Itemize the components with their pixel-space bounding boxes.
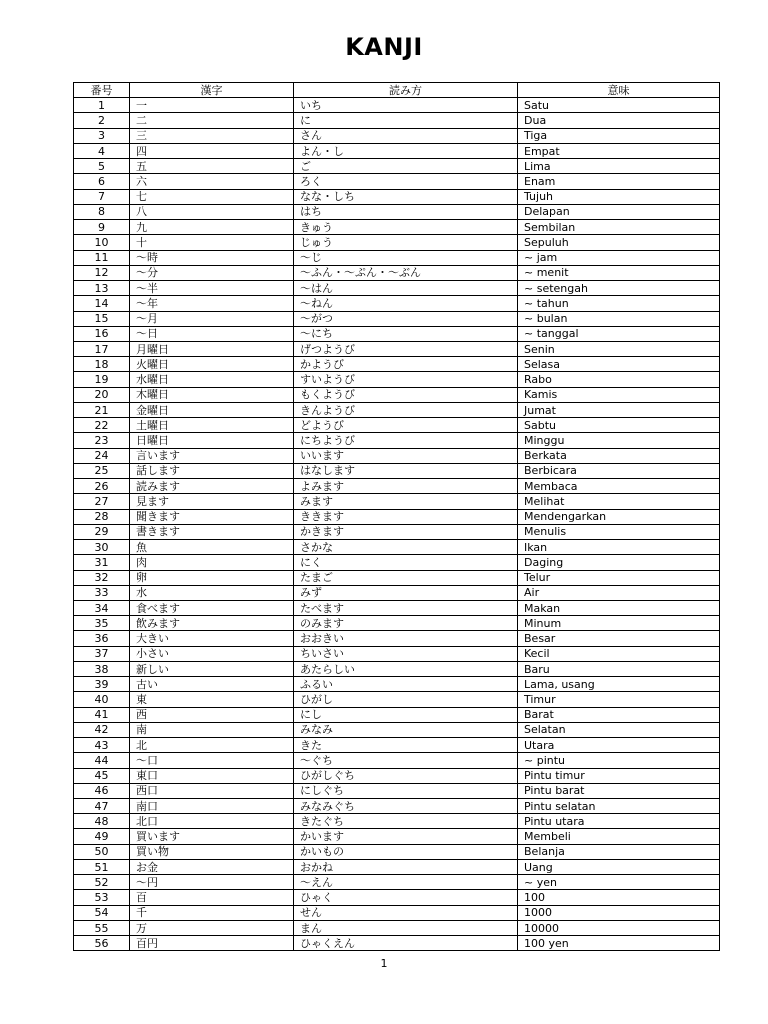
table-row [74, 570, 720, 585]
reading-cell: よみます [294, 479, 518, 494]
row-number-cell: 44 [74, 753, 130, 768]
row-number-cell: 39 [74, 677, 130, 692]
kanji-cell: 火曜日 [130, 357, 294, 372]
kanji-cell: ～時 [130, 250, 294, 265]
kanji-cell: 一 [130, 98, 294, 113]
row-number-cell: 13 [74, 281, 130, 296]
row-number-cell: 47 [74, 799, 130, 814]
table-row [74, 479, 720, 494]
reading-cell: きゅう [294, 220, 518, 235]
table-row [74, 783, 720, 798]
table-row [74, 768, 720, 783]
reading-cell: かきます [294, 524, 518, 539]
kanji-cell: 万 [130, 920, 294, 935]
reading-cell: ききます [294, 509, 518, 524]
meaning-cell: 1000 [518, 905, 720, 920]
kanji-cell: 大きい [130, 631, 294, 646]
kanji-cell: 新しい [130, 661, 294, 676]
reading-cell: に [294, 113, 518, 128]
table-row [74, 661, 720, 676]
meaning-cell: Membaca [518, 479, 720, 494]
kanji-cell: 小さい [130, 646, 294, 661]
table-row [74, 463, 720, 478]
kanji-cell: 四 [130, 143, 294, 158]
kanji-cell: お金 [130, 859, 294, 874]
kanji-cell: 西口 [130, 783, 294, 798]
kanji-cell: 肉 [130, 555, 294, 570]
reading-cell: もくようび [294, 387, 518, 402]
table-row [74, 616, 720, 631]
kanji-cell: 金曜日 [130, 402, 294, 417]
row-number-cell: 12 [74, 265, 130, 280]
table-row [74, 890, 720, 905]
reading-cell: いち [294, 98, 518, 113]
reading-cell: あたらしい [294, 661, 518, 676]
meaning-cell: Minggu [518, 433, 720, 448]
row-number-cell: 15 [74, 311, 130, 326]
table-row [74, 555, 720, 570]
kanji-cell: ～分 [130, 265, 294, 280]
meaning-cell: Membeli [518, 829, 720, 844]
row-number-cell: 19 [74, 372, 130, 387]
meaning-cell: 100 yen [518, 936, 720, 951]
table-row [74, 448, 720, 463]
row-number-cell: 49 [74, 829, 130, 844]
row-number-cell: 22 [74, 418, 130, 433]
meaning-cell: Tujuh [518, 189, 720, 204]
table-row [74, 920, 720, 935]
meaning-cell: ~ pintu [518, 753, 720, 768]
table-row [74, 128, 720, 143]
meaning-cell: Pintu selatan [518, 799, 720, 814]
kanji-cell: 聞きます [130, 509, 294, 524]
kanji-cell: 八 [130, 204, 294, 219]
row-number-cell: 20 [74, 387, 130, 402]
meaning-cell: Dua [518, 113, 720, 128]
reading-cell: かいます [294, 829, 518, 844]
reading-cell: みなみぐち [294, 799, 518, 814]
table-row [74, 235, 720, 250]
reading-cell: かようび [294, 357, 518, 372]
meaning-cell: ~ yen [518, 875, 720, 890]
meaning-cell: Pintu utara [518, 814, 720, 829]
row-number-cell: 48 [74, 814, 130, 829]
kanji-cell: 書きます [130, 524, 294, 539]
kanji-cell: 日曜日 [130, 433, 294, 448]
kanji-cell: 卵 [130, 570, 294, 585]
table-row [74, 189, 720, 204]
meaning-cell: Berkata [518, 448, 720, 463]
table-row [74, 433, 720, 448]
table-row [74, 357, 720, 372]
kanji-cell: 木曜日 [130, 387, 294, 402]
reading-cell: ちいさい [294, 646, 518, 661]
kanji-cell: 北口 [130, 814, 294, 829]
row-number-cell: 24 [74, 448, 130, 463]
reading-cell: よん・し [294, 143, 518, 158]
table-row [74, 722, 720, 737]
row-number-cell: 37 [74, 646, 130, 661]
kanji-cell: 話します [130, 463, 294, 478]
kanji-cell: 千 [130, 905, 294, 920]
kanji-cell: ～月 [130, 311, 294, 326]
row-number-cell: 11 [74, 250, 130, 265]
meaning-cell: Barat [518, 707, 720, 722]
table-row [74, 814, 720, 829]
meaning-cell: Pintu barat [518, 783, 720, 798]
reading-cell: ～にち [294, 326, 518, 341]
table-row [74, 509, 720, 524]
reading-cell: ～えん [294, 875, 518, 890]
meaning-cell: Uang [518, 859, 720, 874]
meaning-cell: Lama, usang [518, 677, 720, 692]
meaning-cell: ~ tanggal [518, 326, 720, 341]
reading-cell: すいようび [294, 372, 518, 387]
kanji-cell: 古い [130, 677, 294, 692]
reading-cell: にしぐち [294, 783, 518, 798]
reading-cell: せん [294, 905, 518, 920]
table-row [74, 875, 720, 890]
row-number-cell: 3 [74, 128, 130, 143]
reading-cell: はち [294, 204, 518, 219]
meaning-cell: Sabtu [518, 418, 720, 433]
table-row [74, 281, 720, 296]
reading-cell: にく [294, 555, 518, 570]
table-row [74, 98, 720, 113]
reading-cell: ひがしぐち [294, 768, 518, 783]
meaning-cell: Kamis [518, 387, 720, 402]
meaning-cell: Minum [518, 616, 720, 631]
row-number-cell: 50 [74, 844, 130, 859]
table-row [74, 265, 720, 280]
reading-cell: さかな [294, 540, 518, 555]
kanji-cell: 三 [130, 128, 294, 143]
row-number-cell: 5 [74, 159, 130, 174]
kanji-cell: 見ます [130, 494, 294, 509]
header-kanji: 漢字 [130, 83, 294, 98]
table-row [74, 677, 720, 692]
table-row [74, 859, 720, 874]
kanji-cell: 飲みます [130, 616, 294, 631]
row-number-cell: 10 [74, 235, 130, 250]
table-row [74, 829, 720, 844]
kanji-cell: 北 [130, 738, 294, 753]
kanji-cell: 百 [130, 890, 294, 905]
table-row [74, 250, 720, 265]
row-number-cell: 34 [74, 600, 130, 615]
row-number-cell: 28 [74, 509, 130, 524]
meaning-cell: Mendengarkan [518, 509, 720, 524]
table-row [74, 326, 720, 341]
meaning-cell: Utara [518, 738, 720, 753]
reading-cell: ～がつ [294, 311, 518, 326]
table-row [74, 738, 720, 753]
kanji-cell: ～日 [130, 326, 294, 341]
kanji-cell: 五 [130, 159, 294, 174]
row-number-cell: 35 [74, 616, 130, 631]
row-number-cell: 16 [74, 326, 130, 341]
row-number-cell: 8 [74, 204, 130, 219]
kanji-cell: ～年 [130, 296, 294, 311]
row-number-cell: 9 [74, 220, 130, 235]
row-number-cell: 30 [74, 540, 130, 555]
row-number-cell: 26 [74, 479, 130, 494]
kanji-cell: 九 [130, 220, 294, 235]
row-number-cell: 31 [74, 555, 130, 570]
meaning-cell: Enam [518, 174, 720, 189]
page-number: 1 [380, 957, 388, 970]
row-number-cell: 21 [74, 402, 130, 417]
table-row [74, 936, 720, 951]
table-row [74, 631, 720, 646]
meaning-cell: Pintu timur [518, 768, 720, 783]
meaning-cell: Telur [518, 570, 720, 585]
reading-cell: ひがし [294, 692, 518, 707]
table-row [74, 494, 720, 509]
reading-cell: なな・しち [294, 189, 518, 204]
row-number-cell: 52 [74, 875, 130, 890]
kanji-cell: 言います [130, 448, 294, 463]
kanji-cell: 食べます [130, 600, 294, 615]
meaning-cell: Timur [518, 692, 720, 707]
table-row [74, 341, 720, 356]
row-number-cell: 38 [74, 661, 130, 676]
row-number-cell: 55 [74, 920, 130, 935]
page-title: KANJI [345, 33, 423, 61]
table-row [74, 692, 720, 707]
meaning-cell: Besar [518, 631, 720, 646]
meaning-cell: Selasa [518, 357, 720, 372]
row-number-cell: 33 [74, 585, 130, 600]
reading-cell: まん [294, 920, 518, 935]
meaning-cell: Daging [518, 555, 720, 570]
reading-cell: おかね [294, 859, 518, 874]
row-number-cell: 54 [74, 905, 130, 920]
kanji-cell: ～円 [130, 875, 294, 890]
row-number-cell: 42 [74, 722, 130, 737]
kanji-cell: 七 [130, 189, 294, 204]
reading-cell: たまご [294, 570, 518, 585]
header-reading: 読み方 [294, 83, 518, 98]
reading-cell: にちようび [294, 433, 518, 448]
table-row [74, 296, 720, 311]
meaning-cell: Berbicara [518, 463, 720, 478]
reading-cell: ろく [294, 174, 518, 189]
table-row [74, 905, 720, 920]
table-row [74, 707, 720, 722]
table-row [74, 402, 720, 417]
reading-cell: ～ふん・～ぷん・～ぶん [294, 265, 518, 280]
meaning-cell: Sepuluh [518, 235, 720, 250]
row-number-cell: 18 [74, 357, 130, 372]
meaning-cell: Ikan [518, 540, 720, 555]
table-row [74, 204, 720, 219]
row-number-cell: 45 [74, 768, 130, 783]
kanji-cell: ～口 [130, 753, 294, 768]
row-number-cell: 41 [74, 707, 130, 722]
reading-cell: みます [294, 494, 518, 509]
row-number-cell: 2 [74, 113, 130, 128]
table-row [74, 646, 720, 661]
meaning-cell: ~ setengah [518, 281, 720, 296]
meaning-cell: Lima [518, 159, 720, 174]
row-number-cell: 14 [74, 296, 130, 311]
row-number-cell: 6 [74, 174, 130, 189]
kanji-cell: 読みます [130, 479, 294, 494]
reading-cell: どようび [294, 418, 518, 433]
kanji-cell: 東 [130, 692, 294, 707]
meaning-cell: Empat [518, 143, 720, 158]
meaning-cell: Baru [518, 661, 720, 676]
table-row [74, 540, 720, 555]
reading-cell: かいもの [294, 844, 518, 859]
meaning-cell: Satu [518, 98, 720, 113]
row-number-cell: 4 [74, 143, 130, 158]
row-number-cell: 25 [74, 463, 130, 478]
reading-cell: たべます [294, 600, 518, 615]
table-row [74, 753, 720, 768]
kanji-cell: 南 [130, 722, 294, 737]
reading-cell: おおきい [294, 631, 518, 646]
reading-cell: いいます [294, 448, 518, 463]
header-meaning: 意味 [518, 83, 720, 98]
meaning-cell: ~ menit [518, 265, 720, 280]
reading-cell: げつようび [294, 341, 518, 356]
meaning-cell: Menulis [518, 524, 720, 539]
table-header-row [74, 83, 720, 98]
meaning-cell: Makan [518, 600, 720, 615]
table-row [74, 372, 720, 387]
meaning-cell: 100 [518, 890, 720, 905]
table-row [74, 143, 720, 158]
kanji-cell: 二 [130, 113, 294, 128]
reading-cell: にし [294, 707, 518, 722]
meaning-cell: Delapan [518, 204, 720, 219]
kanji-cell: 水 [130, 585, 294, 600]
table-row [74, 174, 720, 189]
meaning-cell: ~ tahun [518, 296, 720, 311]
header-number: 番号 [74, 83, 130, 98]
meaning-cell: ~ bulan [518, 311, 720, 326]
reading-cell: ご [294, 159, 518, 174]
reading-cell: さん [294, 128, 518, 143]
meaning-cell: Selatan [518, 722, 720, 737]
reading-cell: ふるい [294, 677, 518, 692]
kanji-cell: 西 [130, 707, 294, 722]
reading-cell: ～じ [294, 250, 518, 265]
meaning-cell: Belanja [518, 844, 720, 859]
reading-cell: ひゃく [294, 890, 518, 905]
row-number-cell: 46 [74, 783, 130, 798]
kanji-cell: 水曜日 [130, 372, 294, 387]
meaning-cell: Senin [518, 341, 720, 356]
table-row [74, 585, 720, 600]
row-number-cell: 51 [74, 859, 130, 874]
meaning-cell: 10000 [518, 920, 720, 935]
kanji-cell: 南口 [130, 799, 294, 814]
reading-cell: のみます [294, 616, 518, 631]
kanji-cell: 十 [130, 235, 294, 250]
row-number-cell: 17 [74, 341, 130, 356]
meaning-cell: Sembilan [518, 220, 720, 235]
row-number-cell: 32 [74, 570, 130, 585]
row-number-cell: 43 [74, 738, 130, 753]
meaning-cell: Tiga [518, 128, 720, 143]
reading-cell: はなします [294, 463, 518, 478]
table-row [74, 113, 720, 128]
row-number-cell: 56 [74, 936, 130, 951]
kanji-cell: 六 [130, 174, 294, 189]
meaning-cell: Kecil [518, 646, 720, 661]
row-number-cell: 23 [74, 433, 130, 448]
reading-cell: ～はん [294, 281, 518, 296]
meaning-cell: Melihat [518, 494, 720, 509]
row-number-cell: 53 [74, 890, 130, 905]
reading-cell: じゅう [294, 235, 518, 250]
reading-cell: きんようび [294, 402, 518, 417]
table-row [74, 311, 720, 326]
kanji-cell: 百円 [130, 936, 294, 951]
kanji-cell: 東口 [130, 768, 294, 783]
meaning-cell: Jumat [518, 402, 720, 417]
table-row [74, 418, 720, 433]
row-number-cell: 1 [74, 98, 130, 113]
kanji-cell: 土曜日 [130, 418, 294, 433]
meaning-cell: Air [518, 585, 720, 600]
row-number-cell: 27 [74, 494, 130, 509]
meaning-cell: ~ jam [518, 250, 720, 265]
meaning-cell: Rabo [518, 372, 720, 387]
table-row [74, 524, 720, 539]
table-row [74, 600, 720, 615]
row-number-cell: 36 [74, 631, 130, 646]
table-row [74, 799, 720, 814]
row-number-cell: 40 [74, 692, 130, 707]
reading-cell: みず [294, 585, 518, 600]
kanji-table [73, 82, 720, 951]
row-number-cell: 7 [74, 189, 130, 204]
reading-cell: ～ぐち [294, 753, 518, 768]
table-row [74, 387, 720, 402]
kanji-cell: 月曜日 [130, 341, 294, 356]
reading-cell: ～ねん [294, 296, 518, 311]
reading-cell: みなみ [294, 722, 518, 737]
table-row [74, 844, 720, 859]
reading-cell: ひゃくえん [294, 936, 518, 951]
table-row [74, 220, 720, 235]
reading-cell: きたぐち [294, 814, 518, 829]
kanji-cell: ～半 [130, 281, 294, 296]
kanji-cell: 買い物 [130, 844, 294, 859]
kanji-cell: 魚 [130, 540, 294, 555]
table-row [74, 159, 720, 174]
reading-cell: きた [294, 738, 518, 753]
kanji-cell: 買います [130, 829, 294, 844]
row-number-cell: 29 [74, 524, 130, 539]
